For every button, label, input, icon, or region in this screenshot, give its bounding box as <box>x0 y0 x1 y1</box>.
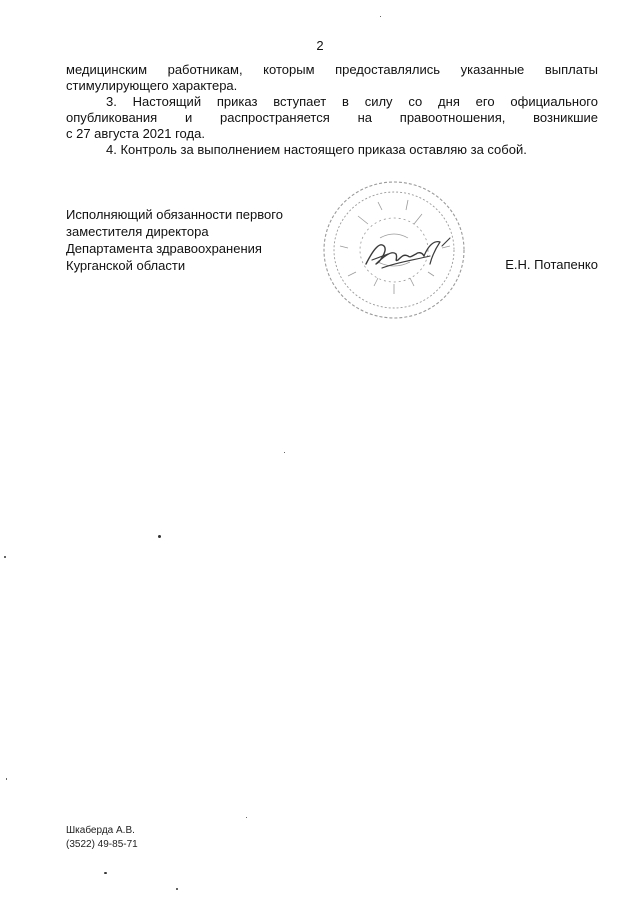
scan-speck <box>176 888 178 890</box>
scan-speck <box>158 535 161 538</box>
executor-phone: (3522) 49-85-71 <box>66 839 138 850</box>
signer-position-line: заместителя директора <box>66 224 209 239</box>
scan-speck <box>284 452 285 453</box>
paragraph-item-4 <box>66 142 598 158</box>
paragraph-line: стимулирующего характера. <box>66 78 238 93</box>
page-number: 2 <box>316 38 324 53</box>
paragraph-line: медицинским работникам, которым предоставлялись указанные выплаты <box>66 62 598 77</box>
signer-position <box>66 206 326 274</box>
scan-speck <box>6 778 7 780</box>
paragraph-continuation <box>66 62 598 94</box>
scan-speck <box>104 872 107 874</box>
signer-position-line: Исполняющий обязанности первого <box>66 207 283 222</box>
executor-name: Шкаберда А.В. <box>66 825 135 836</box>
paragraph-line: 4. Контроль за выполнением настоящего приказа оставляю за собой. <box>106 142 527 157</box>
executor-info <box>66 824 138 852</box>
paragraph-line: 3. Настоящий приказ вступает в силу со дня его официального <box>106 94 598 109</box>
scan-speck <box>246 817 247 818</box>
scan-speck <box>380 16 381 17</box>
signer-position-line: Курганской области <box>66 258 186 273</box>
signer-name: Е.Н. Потапенко <box>505 257 598 272</box>
paragraph-line: с 27 августа 2021 года. <box>66 126 205 141</box>
document-body <box>66 62 598 158</box>
scan-speck <box>4 556 6 558</box>
paragraph-line: опубликования и распространяется на правоотношения, возникшие <box>66 110 598 125</box>
official-seal-with-signature <box>318 176 470 322</box>
signer-position-line: Департамента здравоохранения <box>66 241 262 256</box>
paragraph-item-3 <box>66 94 598 142</box>
